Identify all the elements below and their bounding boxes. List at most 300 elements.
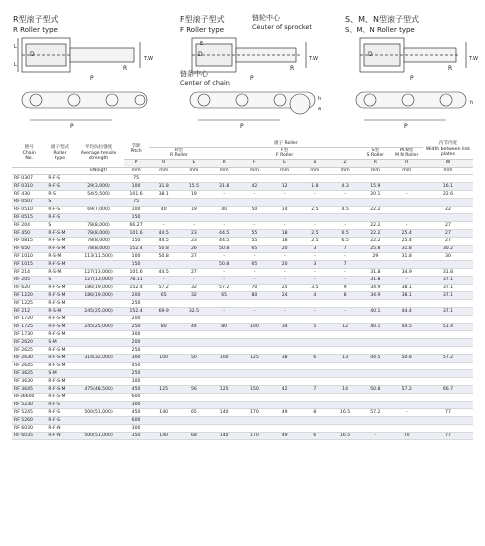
svg-text:R: R	[448, 65, 453, 72]
chain-no-cell: RF 1010	[12, 253, 46, 261]
table-cell: 31.8	[423, 268, 473, 276]
table-cell: -	[390, 190, 422, 198]
table-cell: R·F·S·M	[46, 354, 73, 362]
table-cell: 27	[423, 237, 473, 245]
table-cell	[423, 300, 473, 308]
table-cell	[423, 393, 473, 401]
svg-text:R: R	[290, 65, 295, 72]
chain-no-cell: RF 620	[12, 284, 46, 292]
table-row	[12, 190, 473, 198]
table-cell	[360, 261, 390, 269]
table-cell: -	[209, 222, 239, 230]
table-cell: 3	[300, 261, 330, 269]
table-cell: 29(3,000)	[74, 183, 124, 191]
table-cell: 65	[239, 261, 269, 269]
table-cell: 78(8,000)	[74, 245, 124, 253]
col-strength: 平均抗拉强度 Average tensile strength	[74, 140, 124, 167]
r-type-chain-drawing	[22, 92, 147, 120]
table-cell: 150	[124, 214, 149, 222]
table-cell: 77	[423, 409, 473, 417]
table-cell: -	[330, 268, 360, 276]
table-cell: 66.27	[124, 222, 149, 230]
table-cell	[360, 346, 390, 354]
col-r-roller: R型 R Roller	[149, 147, 209, 159]
table-cell	[74, 175, 124, 183]
table-cell: -	[300, 276, 330, 284]
table-row	[12, 346, 473, 354]
chain-no-cell: RF 5230	[12, 401, 46, 409]
chain-no-cell: RF 2645	[12, 362, 46, 370]
table-cell	[74, 339, 124, 347]
table-cell	[209, 424, 239, 432]
table-cell	[360, 370, 390, 378]
chain-no-cell: RF 212	[12, 307, 46, 315]
table-cell: 600	[124, 417, 149, 425]
table-cell	[270, 378, 300, 386]
spec-table	[12, 140, 473, 440]
table-cell: -	[209, 268, 239, 276]
f-type-title-cn: F型滚子型式	[180, 15, 225, 24]
table-cell	[149, 370, 179, 378]
table-cell	[390, 315, 422, 323]
table-cell: 113(11,500)	[74, 253, 124, 261]
table-cell: 15.5	[179, 183, 209, 191]
table-cell	[209, 300, 239, 308]
table-cell: 78(8,000)	[74, 222, 124, 230]
table-cell: 101.6	[124, 268, 149, 276]
sprocket-center-en: Ceuter of sprocket	[252, 23, 312, 31]
table-cell: -	[209, 276, 239, 284]
table-cell: -	[149, 276, 179, 284]
r-type-title-cn: R型滚子型式	[13, 15, 59, 24]
col-f-roller: F型 F Roller	[209, 147, 360, 159]
table-cell	[239, 315, 269, 323]
table-cell: 66.7	[423, 385, 473, 393]
table-cell	[390, 183, 422, 191]
table-cell	[270, 424, 300, 432]
table-row	[12, 331, 473, 339]
table-cell: 44.5	[390, 323, 422, 331]
table-cell: 4.3	[330, 183, 360, 191]
r-type-title-en: R Roller type	[13, 26, 58, 34]
table-cell: R·F·S	[46, 183, 73, 191]
table-cell	[209, 198, 239, 206]
table-cell: 37.1	[423, 276, 473, 284]
table-cell	[423, 339, 473, 347]
table-row	[12, 362, 473, 370]
table-cell: 57.2	[209, 284, 239, 292]
table-cell: 100	[149, 354, 179, 362]
table-cell	[74, 315, 124, 323]
table-cell: 40.1	[360, 323, 390, 331]
table-cell: R·F·S·M	[46, 346, 73, 354]
table-cell: 3.5	[300, 284, 330, 292]
table-cell	[423, 417, 473, 425]
table-cell: 3	[300, 245, 330, 253]
table-cell	[390, 206, 422, 214]
table-cell: 100	[124, 206, 149, 214]
table-cell: 186(19,000)	[74, 284, 124, 292]
chain-no-cell: RF 1225	[12, 300, 46, 308]
table-cell	[149, 339, 179, 347]
chain-no-cell: RF 2620	[12, 339, 46, 347]
table-cell	[179, 214, 209, 222]
table-cell: 100	[124, 183, 149, 191]
table-cell: 152.4	[124, 307, 149, 315]
table-cell: R·F·S·M	[46, 292, 73, 300]
table-cell	[390, 424, 422, 432]
table-cell: 25.4	[390, 229, 422, 237]
table-cell: 38.1	[149, 190, 179, 198]
chain-no-cell: RF 2625	[12, 346, 46, 354]
table-cell	[179, 346, 209, 354]
chain-center-cn: 链条中心	[180, 70, 208, 78]
table-cell	[330, 424, 360, 432]
col-s-roller: S型 S Roller	[360, 147, 390, 159]
table-cell: 32	[179, 292, 209, 300]
table-cell: 4.5	[330, 206, 360, 214]
table-row	[12, 222, 473, 230]
roller-type-diagrams	[0, 0, 485, 132]
table-cell: 200	[124, 339, 149, 347]
table-cell	[360, 339, 390, 347]
table-cell	[423, 214, 473, 222]
table-cell: 101.6	[124, 190, 149, 198]
table-cell: 50.8	[390, 354, 422, 362]
svg-text:T.W: T.W	[469, 56, 478, 62]
table-cell	[74, 261, 124, 269]
table-cell	[179, 315, 209, 323]
table-cell	[360, 417, 390, 425]
table-cell: 140	[149, 432, 179, 440]
table-cell	[360, 393, 390, 401]
chain-no-cell: RF 3625	[12, 370, 46, 378]
table-cell: 5	[300, 323, 330, 331]
table-cell	[390, 198, 422, 206]
table-cell	[74, 424, 124, 432]
table-cell: R·F·S·M	[46, 245, 73, 253]
table-cell	[149, 315, 179, 323]
table-cell: 56	[179, 385, 209, 393]
table-cell	[360, 378, 390, 386]
table-cell: 8	[300, 409, 330, 417]
table-cell: -	[270, 276, 300, 284]
table-cell: 22.2	[360, 222, 390, 230]
table-row	[12, 370, 473, 378]
table-cell: 44.5	[149, 268, 179, 276]
table-row	[12, 292, 473, 300]
table-cell	[330, 401, 360, 409]
chain-no-cell: RF 0510	[12, 206, 46, 214]
table-cell: 20	[270, 245, 300, 253]
table-cell	[300, 370, 330, 378]
table-cell: 314(32,000)	[74, 354, 124, 362]
table-cell	[300, 401, 330, 409]
table-cell: -	[209, 307, 239, 315]
table-cell	[270, 175, 300, 183]
table-cell: 54(5,500)	[74, 190, 124, 198]
table-cell: 6	[300, 432, 330, 440]
table-cell: 57.2	[390, 385, 422, 393]
table-cell: -	[270, 268, 300, 276]
table-cell: 80	[209, 323, 239, 331]
table-cell	[423, 346, 473, 354]
chain-no-cell: RF 1730	[12, 331, 46, 339]
chain-no-cell: RF 0815	[12, 237, 46, 245]
table-cell: 50.8	[209, 245, 239, 253]
table-cell: -	[239, 307, 269, 315]
table-row	[12, 253, 473, 261]
table-cell: 31.8	[360, 276, 390, 284]
svg-text:h: h	[470, 100, 474, 106]
table-cell	[360, 214, 390, 222]
table-cell: 6	[300, 354, 330, 362]
f-type-side-drawing	[192, 38, 306, 72]
table-cell	[209, 175, 239, 183]
table-cell	[209, 315, 239, 323]
table-cell: 29	[360, 253, 390, 261]
table-cell	[270, 401, 300, 409]
table-cell	[74, 300, 124, 308]
table-cell: -	[300, 190, 330, 198]
table-cell	[390, 393, 422, 401]
table-cell	[360, 401, 390, 409]
table-cell: 250	[124, 323, 149, 331]
table-cell: -	[330, 307, 360, 315]
table-cell	[149, 362, 179, 370]
chain-no-cell: RF 430	[12, 190, 46, 198]
table-cell	[390, 370, 422, 378]
table-cell	[209, 370, 239, 378]
table-cell: 27	[179, 268, 209, 276]
table-cell: 500(51,000)	[74, 409, 124, 417]
table-cell: R·F·S	[46, 409, 73, 417]
table-cell: 55	[239, 229, 269, 237]
table-cell	[209, 417, 239, 425]
table-cell: 22.6	[423, 190, 473, 198]
chain-no-cell: RF 205	[12, 276, 46, 284]
table-cell: 50.8	[149, 245, 179, 253]
table-cell: R·F·S·M	[46, 378, 73, 386]
table-cell: R·F·S	[46, 206, 73, 214]
table-cell	[239, 424, 269, 432]
table-cell	[360, 331, 390, 339]
table-cell	[390, 362, 422, 370]
table-cell: -	[239, 276, 269, 284]
table-cell: -	[390, 222, 422, 230]
table-cell: 15.9	[360, 183, 390, 191]
table-cell: 125	[239, 354, 269, 362]
table-cell: 25.8	[360, 245, 390, 253]
table-cell	[300, 315, 330, 323]
table-cell	[330, 370, 360, 378]
table-cell	[179, 393, 209, 401]
table-cell: R·F·S·M	[46, 385, 73, 393]
table-cell: -	[300, 307, 330, 315]
table-cell: 49	[270, 432, 300, 440]
table-cell: 50	[239, 206, 269, 214]
table-cell	[390, 346, 422, 354]
unit-row: kN(kgf) mm mm mm mm mm mm mm mm mm mm mm	[12, 167, 473, 175]
table-cell: 7	[330, 245, 360, 253]
table-cell: 50.8	[209, 261, 239, 269]
r-type-side-drawing	[18, 38, 140, 72]
table-cell: -	[270, 190, 300, 198]
table-cell: 125	[209, 385, 239, 393]
table-cell: R·S	[46, 190, 73, 198]
table-cell: 31.8	[390, 245, 422, 253]
table-cell	[179, 370, 209, 378]
table-cell: -	[239, 253, 269, 261]
table-cell: 300	[124, 331, 149, 339]
table-cell: 69(7,000)	[74, 206, 124, 214]
table-cell	[270, 417, 300, 425]
table-row	[12, 393, 473, 401]
table-cell: 200	[124, 292, 149, 300]
table-cell	[149, 346, 179, 354]
chain-no-cell: RF 0310	[12, 183, 46, 191]
chain-no-cell: RF 1720	[12, 315, 46, 323]
table-cell: 200	[124, 315, 149, 323]
table-cell: 44.5	[149, 229, 179, 237]
table-cell: -	[239, 190, 269, 198]
table-cell: 70	[239, 284, 269, 292]
table-cell: R·F·S·M	[46, 284, 73, 292]
table-cell	[390, 378, 422, 386]
table-cell	[270, 315, 300, 323]
svg-text:D: D	[30, 51, 35, 58]
table-cell	[74, 346, 124, 354]
svg-text:T.W: T.W	[144, 56, 153, 62]
smn-type-title-cn: S、M、N型滚子型式	[345, 15, 419, 24]
table-cell: R·F·S	[46, 175, 73, 183]
table-cell	[74, 331, 124, 339]
table-cell: R·F·S·M	[46, 315, 73, 323]
chain-no-cell: RF 450	[12, 229, 46, 237]
table-cell	[149, 378, 179, 386]
table-cell: 70	[390, 432, 422, 440]
table-cell	[390, 175, 422, 183]
table-cell: 245(25,000)	[74, 323, 124, 331]
table-cell: 38	[270, 354, 300, 362]
table-cell	[179, 261, 209, 269]
table-cell: 40.1	[360, 307, 390, 315]
table-cell: -	[390, 409, 422, 417]
table-row	[12, 424, 473, 432]
table-row	[12, 198, 473, 206]
table-cell	[239, 175, 269, 183]
table-cell: 57.2	[360, 409, 390, 417]
table-cell: 12	[330, 323, 360, 331]
table-cell: 127(13,000)	[74, 268, 124, 276]
table-cell	[300, 214, 330, 222]
table-cell: 38.1	[390, 284, 422, 292]
table-cell: -	[330, 222, 360, 230]
chain-no-cell: RF 650	[12, 245, 46, 253]
table-cell: 100	[209, 354, 239, 362]
table-cell	[179, 362, 209, 370]
table-cell: -	[179, 222, 209, 230]
table-cell: S·M	[46, 339, 73, 347]
table-cell: 150	[124, 261, 149, 269]
table-cell	[270, 370, 300, 378]
table-cell: S	[46, 222, 73, 230]
table-cell	[270, 331, 300, 339]
table-cell	[270, 198, 300, 206]
table-cell: 6.5	[330, 237, 360, 245]
table-cell: 27	[423, 229, 473, 237]
table-cell: 37.1	[423, 292, 473, 300]
table-cell	[179, 300, 209, 308]
table-cell: -	[360, 432, 390, 440]
table-cell: 49	[270, 409, 300, 417]
table-cell: 34	[270, 323, 300, 331]
table-cell: 250	[124, 300, 149, 308]
table-cell	[300, 424, 330, 432]
table-cell	[330, 339, 360, 347]
table-cell: 1.8	[300, 183, 330, 191]
table-cell: R·F·N	[46, 432, 73, 440]
table-cell: 18	[270, 229, 300, 237]
table-cell	[360, 315, 390, 323]
table-cell: 19	[179, 190, 209, 198]
svg-text:L: L	[14, 44, 17, 50]
table-cell: 50	[179, 354, 209, 362]
table-cell: 42	[270, 385, 300, 393]
table-cell: 44.4	[390, 307, 422, 315]
table-cell: 140	[149, 409, 179, 417]
table-row	[12, 378, 473, 386]
table-cell	[239, 346, 269, 354]
svg-text:P: P	[240, 123, 244, 130]
diagram-area	[0, 0, 485, 132]
table-row	[12, 183, 473, 191]
table-cell: 22.2	[360, 229, 390, 237]
table-cell: 44.5	[149, 237, 179, 245]
table-cell: 44.5	[209, 229, 239, 237]
table-cell	[179, 339, 209, 347]
table-cell: R·F·S·M	[46, 261, 73, 269]
table-cell: 450	[124, 409, 149, 417]
table-cell: 4	[300, 292, 330, 300]
table-cell	[300, 300, 330, 308]
table-cell: 170	[239, 432, 269, 440]
table-cell	[360, 300, 390, 308]
table-row	[12, 401, 473, 409]
table-cell: -	[300, 253, 330, 261]
table-cell: -	[270, 307, 300, 315]
table-cell	[300, 198, 330, 206]
table-cell	[239, 401, 269, 409]
svg-text:L: L	[14, 62, 17, 68]
table-cell: 16.1	[423, 183, 473, 191]
table-cell: 18	[270, 237, 300, 245]
col-roller-group: 滚子 Roller	[149, 140, 423, 147]
table-cell	[239, 214, 269, 222]
table-cell	[423, 362, 473, 370]
table-cell	[149, 417, 179, 425]
table-cell: 50.8	[149, 253, 179, 261]
table-cell	[239, 331, 269, 339]
table-cell: 37.1	[423, 307, 473, 315]
table-cell	[300, 331, 330, 339]
table-cell	[149, 261, 179, 269]
table-cell: 50.8	[360, 385, 390, 393]
table-cell	[330, 214, 360, 222]
table-cell: 300	[124, 354, 149, 362]
table-cell: 16.5	[330, 432, 360, 440]
table-cell	[179, 198, 209, 206]
